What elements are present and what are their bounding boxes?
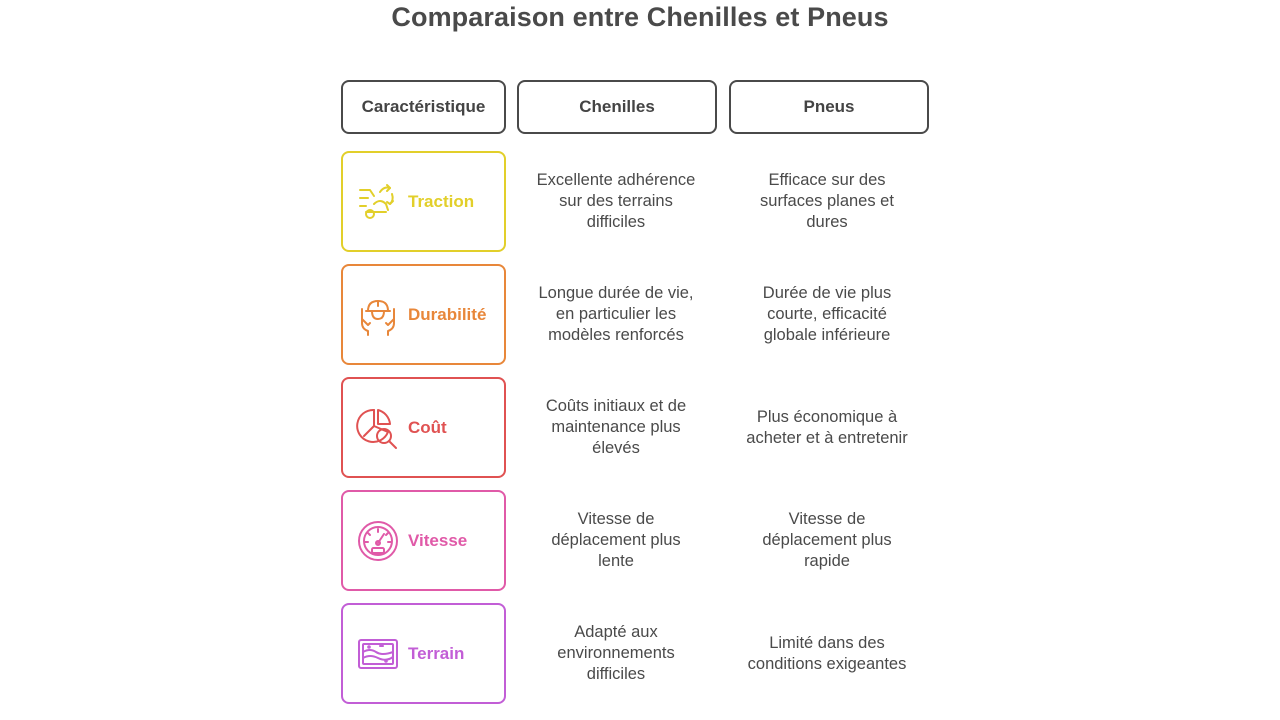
chenilles-cell: Adapté aux environnements difficiles xyxy=(557,623,675,683)
feature-label: Durabilité xyxy=(408,304,487,324)
feature-box-terrain xyxy=(341,603,506,704)
pie-magnifier-icon xyxy=(356,406,400,450)
feature-label: Vitesse xyxy=(408,530,468,550)
feature-label: Coût xyxy=(408,417,447,437)
feature-label: Traction xyxy=(408,191,475,211)
table-row-durabilite xyxy=(0,264,1280,365)
table-row-vitesse xyxy=(0,490,1280,591)
feature-box-traction xyxy=(341,151,506,252)
table-row-cout xyxy=(0,377,1280,478)
pneus-cell: Limité dans des conditions exigeantes xyxy=(747,633,907,673)
speedometer-icon xyxy=(356,519,400,563)
header-chenilles: Chenilles xyxy=(517,80,717,134)
table-row-terrain xyxy=(0,603,1280,704)
chenilles-cell: Longue durée de vie, en particulier les modèles renforcés xyxy=(538,284,694,344)
chenilles-cell: Coûts initiaux et de maintenance plus élevés xyxy=(545,397,687,457)
header-pneus: Pneus xyxy=(729,80,929,134)
worker-hands-icon xyxy=(356,293,400,337)
pneus-cell: Efficace sur des surfaces planes et dures xyxy=(760,171,894,231)
feature-box-vitesse xyxy=(341,490,506,591)
pneus-cell: Vitesse de déplacement plus rapide xyxy=(762,510,892,570)
chenilles-cell: Vitesse de déplacement plus lente xyxy=(551,510,681,570)
header-caracteristique: Caractéristique xyxy=(341,80,506,134)
feature-box-durabilite xyxy=(341,264,506,365)
pneus-cell: Plus économique à acheter et à entretenir xyxy=(746,407,908,447)
chenilles-cell: Excellente adhérence sur des terrains difficiles xyxy=(536,171,696,231)
traction-icon xyxy=(356,180,400,224)
table-row-traction xyxy=(0,151,1280,252)
feature-label: Terrain xyxy=(408,643,465,663)
page-title: Comparaison entre Chenilles et Pneus xyxy=(391,2,889,32)
terrain-map-icon xyxy=(356,632,400,676)
pneus-cell: Durée de vie plus courte, efficacité globale inférieure xyxy=(762,284,892,344)
feature-box-cout xyxy=(341,377,506,478)
